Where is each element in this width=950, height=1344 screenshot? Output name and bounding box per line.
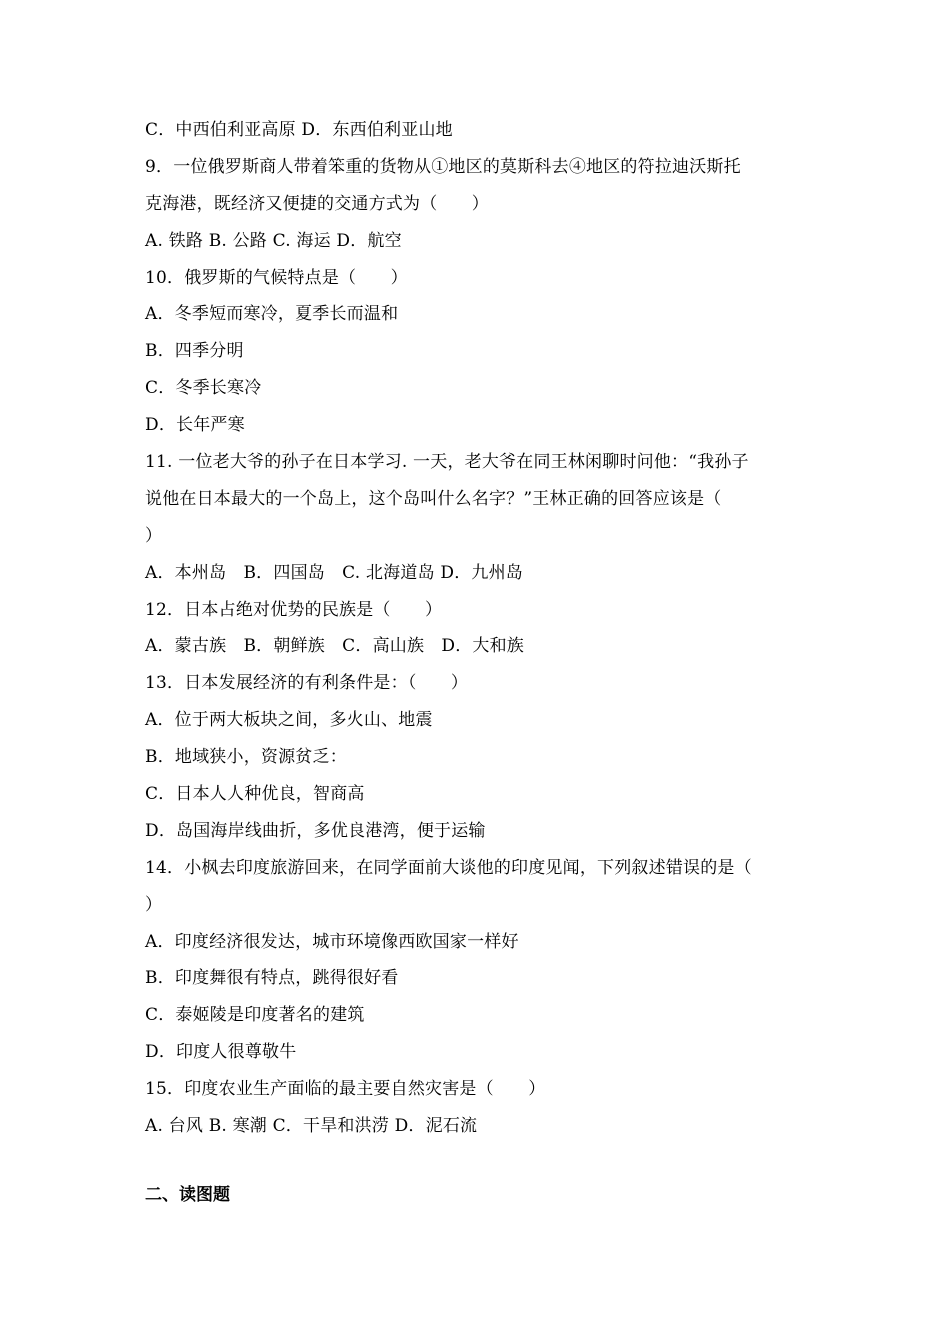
question-13-option-c: C．日本人人种优良，智商高 xyxy=(145,784,365,805)
question-text-block xyxy=(145,112,815,1145)
question-11-options: A．本州岛 B．四国岛 C. 北海道岛 D．九州岛 xyxy=(145,562,524,583)
question-10-option-a: A．冬季短而寒冷，夏季长而温和 xyxy=(145,304,399,325)
question-10-option-c: C．冬季长寒冷 xyxy=(145,378,262,399)
option-line-8cd: C．中西伯利亚高原 D．东西伯利亚山地 xyxy=(145,120,453,140)
question-11-stem-line2: 说他在日本最大的一个岛上，这个岛叫什么名字？”王林正确的回答应该是（ xyxy=(145,488,722,509)
question-15-stem: 15．印度农业生产面临的最主要自然灾害是（ ） xyxy=(145,1079,546,1100)
question-12-stem: 12．日本占绝对优势的民族是（ ） xyxy=(145,599,443,620)
question-14-option-c: C．泰姬陵是印度著名的建筑 xyxy=(145,1005,365,1026)
question-13-option-b: B．地域狭小，资源贫乏： xyxy=(145,747,347,768)
question-9-options: A. 铁路 B. 公路 C. 海运 D．航空 xyxy=(145,230,402,251)
question-9-stem-line1: 9．一位俄罗斯商人带着笨重的货物从①地区的莫斯科去④地区的符拉迪沃斯托 xyxy=(145,156,741,177)
question-9-stem-line2: 克海港，既经济又便捷的交通方式为（ ） xyxy=(145,193,489,214)
question-10-option-b: B．四季分明 xyxy=(145,341,244,362)
question-11-stem-line3: ） xyxy=(145,525,163,546)
question-12-options: A．蒙古族 B．朝鲜族 C．高山族 D．大和族 xyxy=(145,636,525,657)
question-14-option-d: D．印度人很尊敬牛 xyxy=(145,1042,297,1063)
question-13-option-a: A．位于两大板块之间，多火山、地震 xyxy=(145,710,433,731)
question-14-stem-line2: ） xyxy=(145,894,163,915)
section-heading: 二、读图题 xyxy=(145,1185,230,1205)
question-13-option-d: D．岛国海岸线曲折，多优良港湾，便于运输 xyxy=(145,820,486,841)
question-15-options: A. 台风 B. 寒潮 C．干旱和洪涝 D．泥石流 xyxy=(145,1116,478,1137)
question-13-stem: 13．日本发展经济的有利条件是：（ ） xyxy=(145,673,469,694)
question-14-option-a: A．印度经济很发达，城市环境像西欧国家一样好 xyxy=(145,931,519,952)
question-11-stem-line1: 11. 一位老大爷的孙子在日本学习. 一天，老大爷在同王林闲聊时问他：“我孙子 xyxy=(145,452,749,473)
question-14-stem-line1: 14．小枫去印度旅游回来，在同学面前大谈他的印度见闻，下列叙述错误的是（ xyxy=(145,857,752,878)
question-14-option-b: B．印度舞很有特点，跳得很好看 xyxy=(145,968,399,989)
question-10-stem: 10．俄罗斯的气候特点是（ ） xyxy=(145,267,408,288)
question-10-option-d: D．长年严寒 xyxy=(145,415,245,436)
